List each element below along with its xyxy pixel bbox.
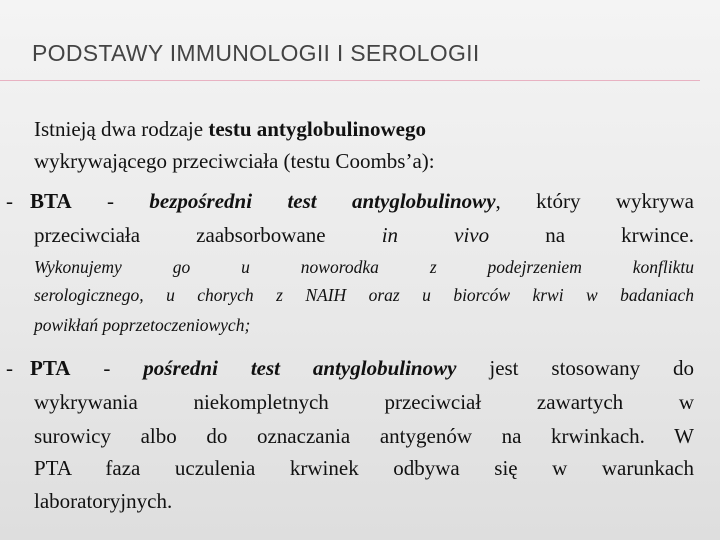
bta-note-line-2: serologicznego, u chorych z NAIH oraz u biorców krwi w badaniach bbox=[34, 285, 694, 305]
pta-line-1-rest: jest stosowany do bbox=[456, 356, 694, 380]
bta-separator: - bbox=[71, 189, 150, 213]
slide-title: PODSTAWY IMMUNOLOGII I SEROLOGII bbox=[32, 40, 480, 66]
bta-note-line-3: powikłań poprzetoczeniowych; bbox=[34, 315, 251, 335]
pta-line-3: surowicy albo do oznaczania antygenów na krwinkach. W bbox=[34, 424, 694, 448]
bta-line-2 bbox=[34, 223, 694, 248]
bta-abbr: BTA bbox=[30, 189, 72, 213]
bta-note-line-1: Wykonujemy go u noworodka z podejrzeniem konfliktu bbox=[34, 257, 694, 277]
bta-dash: - bbox=[6, 189, 13, 213]
pta-separator: - bbox=[70, 356, 144, 380]
intro-term: testu antyglobulinowego bbox=[208, 117, 426, 141]
intro-line-2: wykrywającego przeciwciała (testu Coombs’a): bbox=[34, 149, 435, 173]
bta-line-1-rest: , który wykrywa bbox=[495, 189, 694, 213]
pta-term: pośredni test antyglobulinowy bbox=[143, 356, 457, 380]
bta-in-vivo: in vivo bbox=[381, 223, 490, 247]
intro-text: Istnieją dwa rodzaje bbox=[34, 117, 209, 141]
pta-line-4: PTA faza uczulenia krwinek odbywa się w warunkach bbox=[34, 456, 694, 480]
bta-term: bezpośredni test antyglobulinowy bbox=[149, 189, 496, 213]
bta-line-1 bbox=[30, 189, 694, 214]
pta-dash: - bbox=[6, 356, 13, 380]
intro-line-1 bbox=[34, 117, 426, 142]
bta-line-2-c: na krwince. bbox=[489, 223, 694, 247]
pta-line-1 bbox=[30, 356, 694, 381]
pta-line-5: laboratoryjnych. bbox=[34, 489, 173, 513]
bta-line-2-a: przeciwciała zaabsorbowane bbox=[34, 223, 382, 247]
pta-line-2: wykrywania niekompletnych przeciwciał zawartych w bbox=[34, 390, 694, 414]
pta-abbr: PTA bbox=[30, 356, 71, 380]
